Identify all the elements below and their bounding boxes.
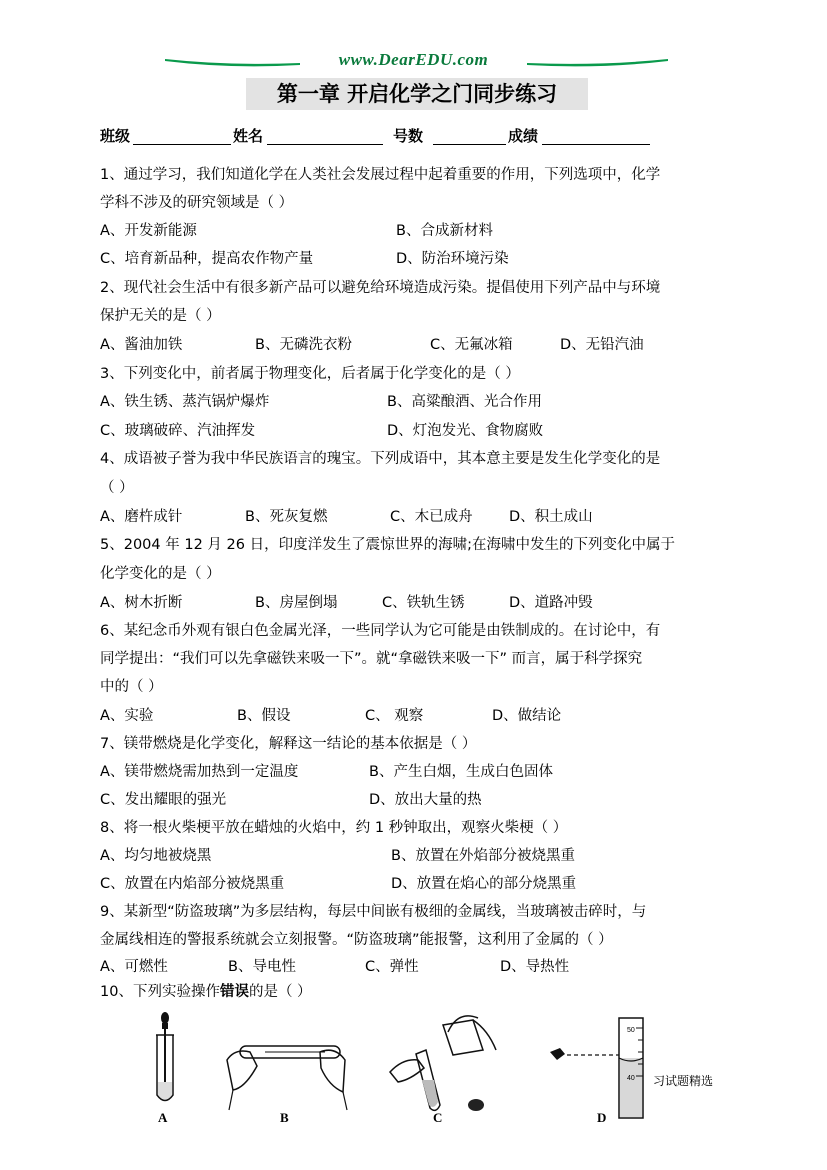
question-2-line-2: 保护无关的是（ ） [100,308,221,324]
question-3-options-row-1 [100,390,750,412]
question-10-line-1 [100,980,740,1001]
question-3-line-1: 3、下列变化中，前者属于物理变化，后者属于化学变化的是（ ） [100,366,520,382]
q10-text-bold: 错误 [219,984,249,1000]
q9-option-a[interactable]: A、可燃性 [100,959,168,975]
q6-option-d[interactable]: D、做结论 [492,708,562,724]
q7-option-b[interactable]: B、产生白烟，生成白色固体 [369,764,553,780]
q9-option-c[interactable]: C、弹性 [365,959,419,975]
question-1-options-row-1 [100,219,750,241]
question-5-line-2: 化学变化的是（ ） [100,566,221,582]
question-2-options [100,333,750,355]
q1-option-d[interactable]: D、防治环境污染 [396,251,509,267]
question-4-line-2: （ ） [100,480,134,496]
watermark-text: 习试题精选 [653,1074,714,1088]
q4-option-b[interactable]: B、死灰复燃 [245,509,328,525]
q7-option-a[interactable]: A、镁带燃烧需加热到一定温度 [100,764,299,780]
q3-option-c[interactable]: C、玻璃破碎、汽油挥发 [100,423,256,439]
figure-b-test-tube [225,1010,350,1125]
figure-c-label: C [433,1110,443,1125]
q6-option-a[interactable]: A、实验 [100,708,154,724]
question-2-line-1: 2、现代社会生活中有很多新产品可以避免给环境造成污染。提倡使用下列产品中与环境 [100,280,661,296]
number-label: 号数 [393,127,424,145]
figure-a-dropper [145,1010,185,1125]
question-7-line-1: 7、镁带燃烧是化学变化，解释这一结论的基本依据是（ ） [100,736,477,752]
q8-option-a[interactable]: A、均匀地被烧黑 [100,848,212,864]
q7-option-c[interactable]: C、发出耀眼的强光 [100,792,227,808]
page-title: 第一章 开启化学之门同步练习 [246,78,588,110]
question-7-options-row-1 [100,760,750,782]
question-6-line-2: 同学提出：“我们可以先拿磁铁来吸一下”。就“拿磁铁来吸一下” 而言，属于科学探究 [100,651,643,667]
figure-d-label: D [597,1110,607,1125]
q10-text-post: 的是（ ） [248,984,312,1000]
q4-option-d[interactable]: D、积土成山 [509,509,593,525]
q5-option-d[interactable]: D、道路冲毁 [509,595,593,611]
question-3-options-row-2 [100,419,750,441]
score-label: 成绩 [508,127,539,145]
number-blank[interactable] [433,144,506,145]
q8-option-b[interactable]: B、放置在外焰部分被烧黑重 [391,848,575,864]
figure-b-label: B [280,1110,289,1125]
q10-text-pre: 10、下列实验操作 [100,984,220,1000]
name-blank[interactable] [267,144,383,145]
question-4-options [100,505,750,527]
name-label: 姓名 [233,127,264,145]
q5-option-b[interactable]: B、房屋倒塌 [255,595,338,611]
q9-option-d[interactable]: D、导热性 [500,959,570,975]
q7-option-d[interactable]: D、放出大量的热 [369,792,482,808]
q3-option-d[interactable]: D、灯泡发光、食物腐败 [387,423,544,439]
class-blank[interactable] [133,144,231,145]
q2-option-d[interactable]: D、无铅汽油 [560,337,644,353]
q3-option-b[interactable]: B、高粱酿酒、光合作用 [387,394,542,410]
q6-option-c[interactable]: C、 观察 [365,708,424,724]
q1-option-a[interactable]: A、开发新能源 [100,223,197,239]
question-8-line-1: 8、将一根火柴梗平放在蜡烛的火焰中，约 1 秒钟取出，观察火柴梗（ ） [100,820,568,836]
q6-option-b[interactable]: B、假设 [237,708,291,724]
question-5-options [100,591,750,613]
question-6-line-3: 中的（ ） [100,679,163,695]
scale-40: 40 [627,1075,635,1082]
score-blank[interactable] [542,144,650,145]
question-5-line-1: 5、2004 年 12 月 26 日，印度洋发生了震惊世界的海啸;在海啸中发生的下列变化中属于 [100,537,675,553]
q1-option-b[interactable]: B、合成新材料 [396,223,493,239]
q8-option-d[interactable]: D、放置在焰心的部分烧黑重 [391,876,577,892]
question-1-line-2: 学科不涉及的研究领域是（ ） [100,195,294,211]
question-6-line-1: 6、某纪念币外观有银白色金属光泽，一些同学认为它可能是由铁制成的。在讨论中，有 [100,623,661,639]
question-6-options [100,704,750,726]
question-1-line-1: 1、通过学习，我们知道化学在人类社会发展过程中起着重要的作用，下列选项中，化学 [100,167,661,183]
figure-a-label: A [158,1110,168,1125]
q2-option-c[interactable]: C、无氟冰箱 [430,337,513,353]
question-7-options-row-2 [100,788,750,810]
question-8-options-row-1 [100,844,750,866]
q2-option-a[interactable]: A、酱油加铁 [100,337,183,353]
q4-option-c[interactable]: C、木已成舟 [390,509,473,525]
figure-d-cylinder [545,1010,655,1125]
q1-option-c[interactable]: C、培育新品种，提高农作物产量 [100,251,314,267]
question-9-line-2: 金属线相连的警报系统就会立刻报警。“防盗玻璃”能报警，这利用了金属的（ ） [100,932,613,948]
q2-option-b[interactable]: B、无磷洗衣粉 [255,337,352,353]
q3-option-a[interactable]: A、铁生锈、蒸汽锅炉爆炸 [100,394,270,410]
figure-c-pouring [388,1010,498,1125]
q5-option-c[interactable]: C、铁轨生锈 [382,595,465,611]
question-1-options-row-2 [100,247,750,269]
question-9-options [100,955,750,977]
q8-option-c[interactable]: C、放置在内焰部分被烧黑重 [100,876,285,892]
q4-option-a[interactable]: A、磨杵成针 [100,509,183,525]
q5-option-a[interactable]: A、树木折断 [100,595,183,611]
question-4-line-1: 4、成语被子誉为我中华民族语言的瑰宝。下列成语中，其本意主要是发生化学变化的是 [100,451,661,467]
q9-option-b[interactable]: B、导电性 [228,959,296,975]
question-8-options-row-2 [100,872,750,894]
site-url: www.DearEDU.com [338,50,489,69]
question-9-line-1: 9、某新型“防盗玻璃”为多层结构，每层中间嵌有极细的金属线，当玻璃被击碎时，与 [100,904,647,920]
class-label: 班级 [100,127,131,145]
scale-50: 50 [627,1027,635,1034]
